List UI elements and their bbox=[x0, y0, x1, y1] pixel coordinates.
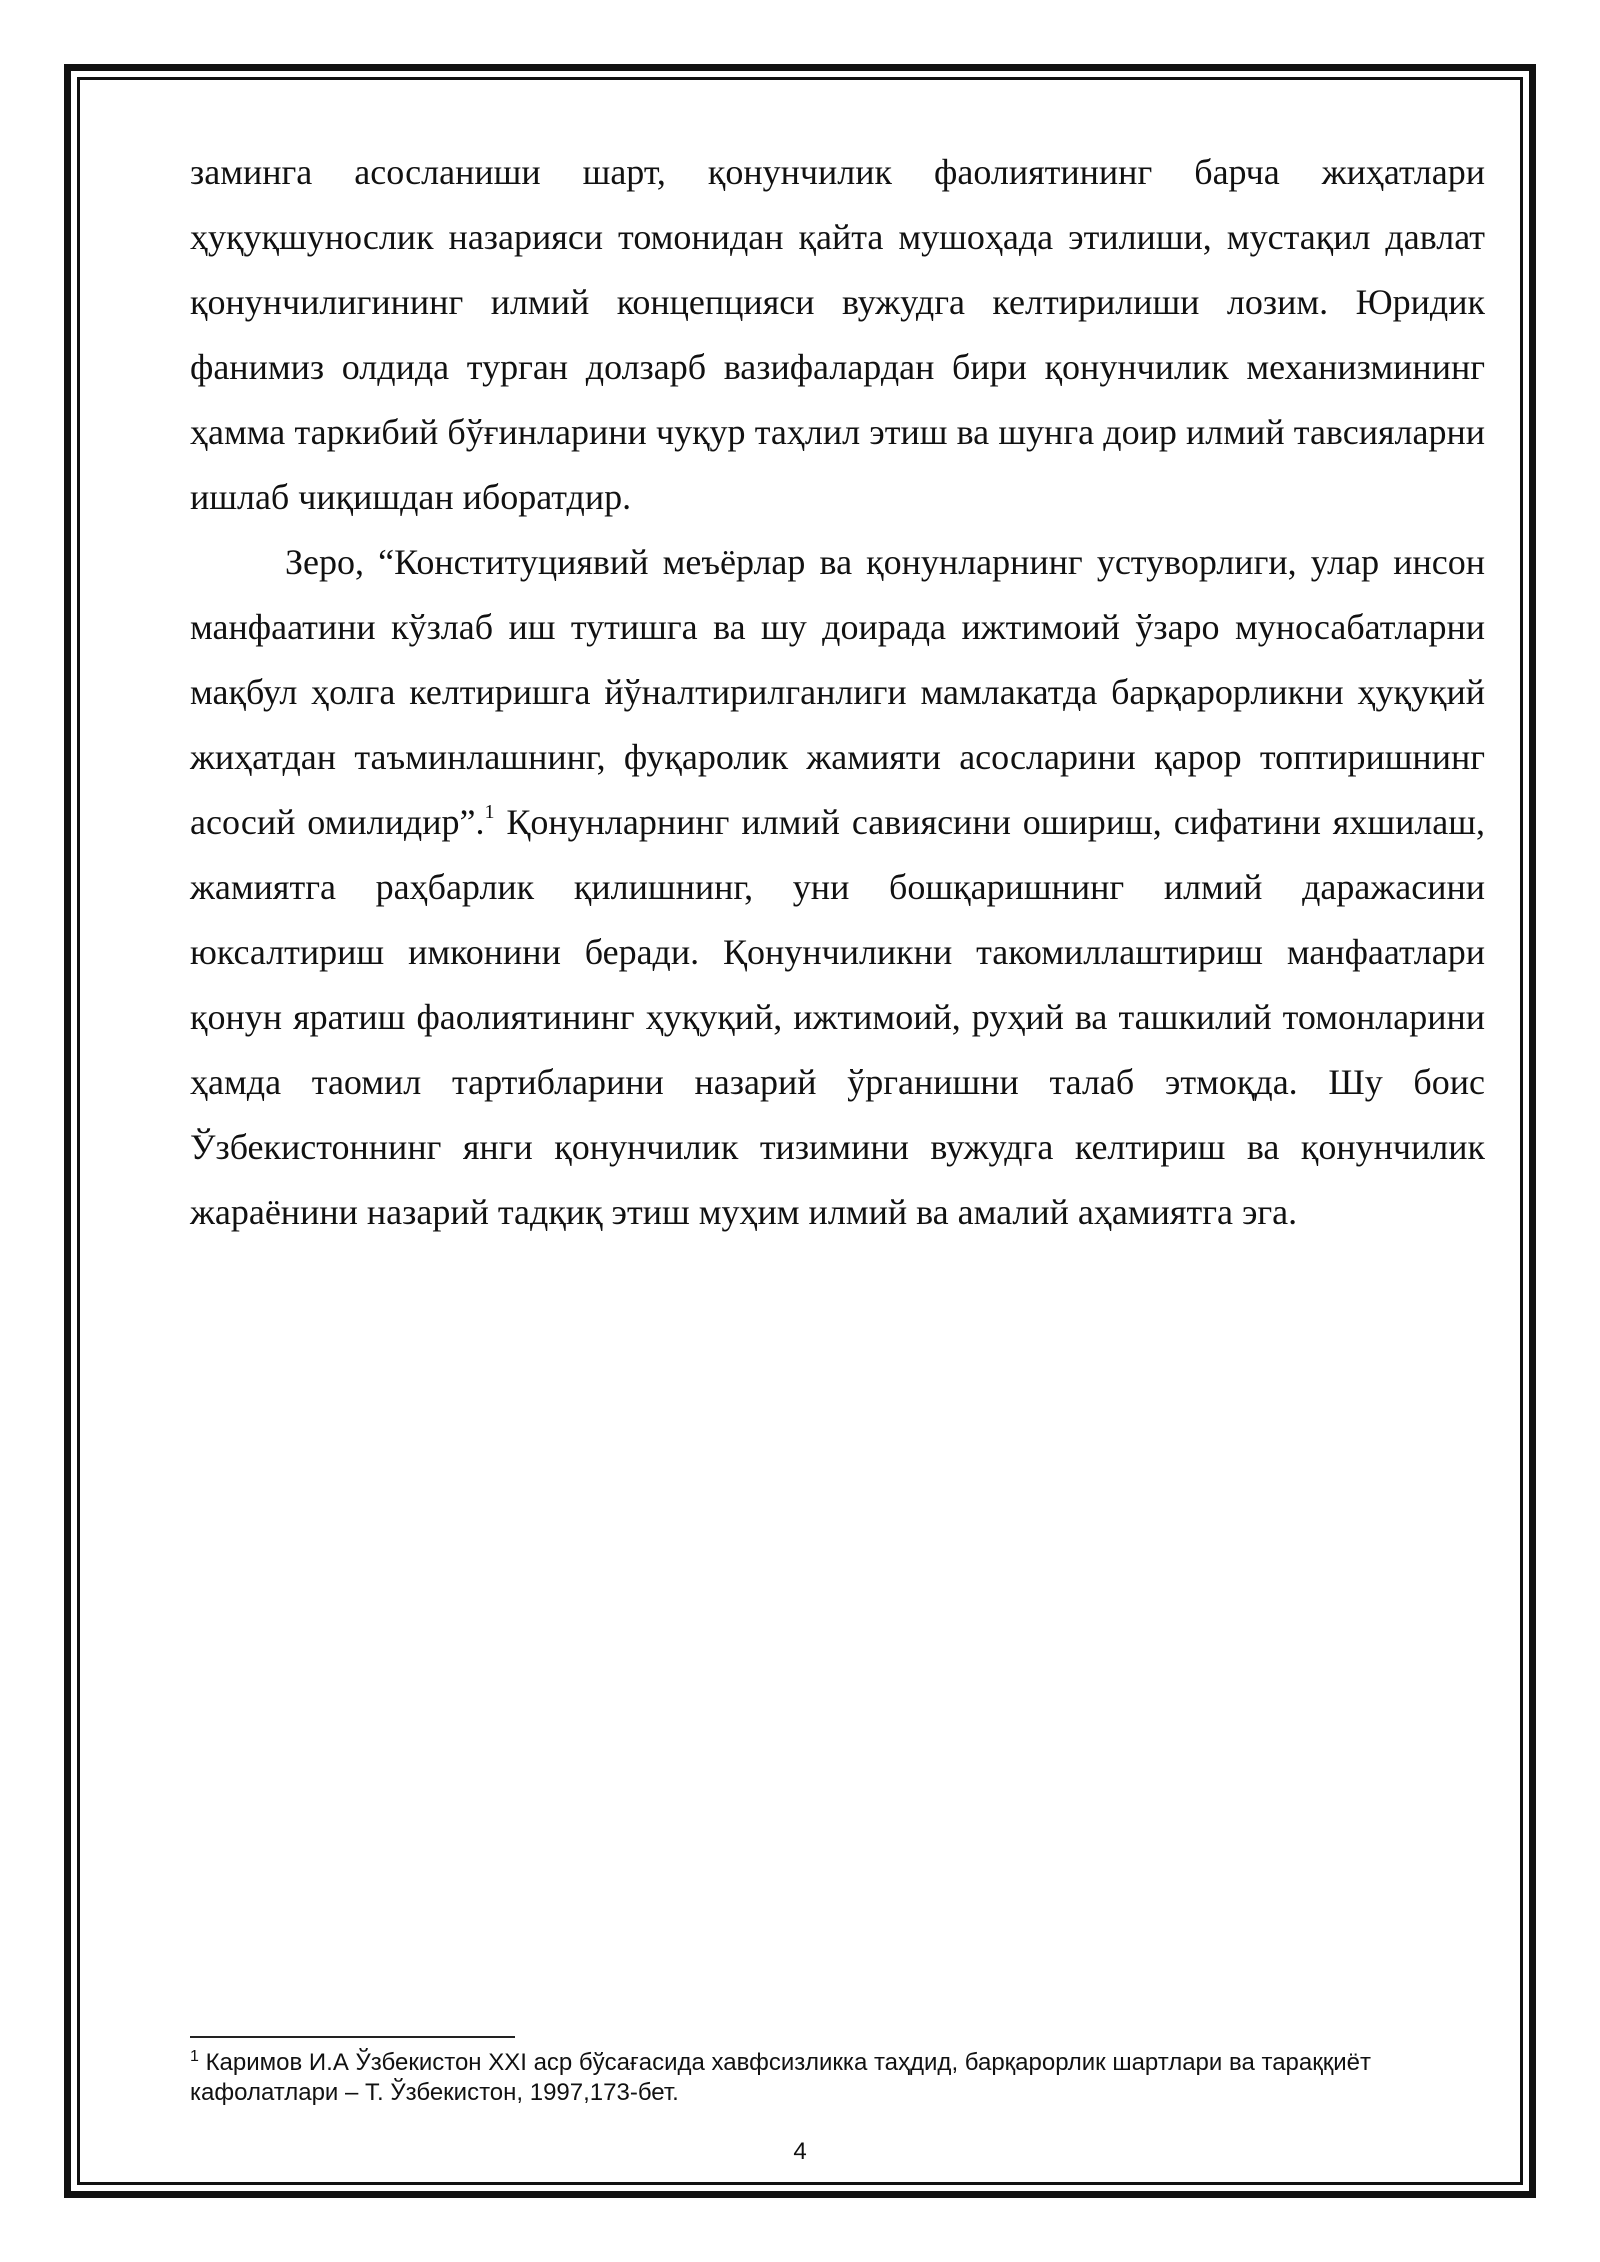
footnote bbox=[190, 2048, 1485, 2108]
footnote-number: 1 bbox=[190, 2048, 199, 2065]
paragraph-2 bbox=[190, 530, 1485, 1245]
footnote-separator bbox=[190, 2036, 515, 2038]
paragraph-1: заминга асосланиши шарт, қонунчилик фаолиятининг барча жиҳатлари ҳуқуқшунослик назарияси томонидан қайта мушоҳада этилиши, мустақил давлат қонунчилигининг илмий концепцияси вужудга келтирилиши лозим. Юридик фанимиз олдида турган долзарб вазифалардан бири қонунчилик механизмининг ҳамма таркибий бўғинларини чуқур таҳлил этиш ва шунга доир илмий тавсияларни ишлаб чиқишдан иборатдир. bbox=[190, 152, 1485, 517]
main-text bbox=[190, 140, 1485, 1245]
paragraph-2-quote: Зеро, “Конституциявий меъёрлар ва қонунларнинг устуворлиги, улар инсон манфаатини кўзлаб иш тутишга ва шу доирада ижтимоий ўзаро муносабатларни мақбул ҳолга келтиришга йўналтирилганлиги мамлакатда барқарорликни ҳуқуқий жиҳатдан таъминлашнинг, фуқаролик жамияти асосларини қарор топтиришнинг асосий омилидир”. bbox=[190, 542, 1485, 842]
page-number: 4 bbox=[793, 2138, 807, 2165]
paragraph-2-rest: Қонунларнинг илмий савиясини ошириш, сифатини яхшилаш, жамиятга раҳбарлик қилишнинг, уни бошқаришнинг илмий даражасини юксалтириш имконини беради. Қонунчиликни такомиллаштириш манфаатлари қонун яратиш фаолиятининг ҳуқуқий, ижтимоий, руҳий ва ташкилий томонларини ҳамда таомил тартибларини назарий ўрганишни талаб этмоқда. Шу боис Ўзбекистоннинг янги қонунчилик тизимини вужудга келтириш ва қонунчилик жараёнини назарий тадқиқ этиш муҳим илмий ва амалий аҳамиятга эга. bbox=[190, 802, 1485, 1232]
footnote-reference[interactable]: 1 bbox=[484, 801, 495, 823]
footnote-text: Каримов И.А Ўзбекистон XXI аср бўсағасида хавфсизликка таҳдид, барқарорлик шартлари ва тараққиёт кафолатлари – Т. Ўзбекистон, 1997,173-бет. bbox=[190, 2049, 1371, 2106]
